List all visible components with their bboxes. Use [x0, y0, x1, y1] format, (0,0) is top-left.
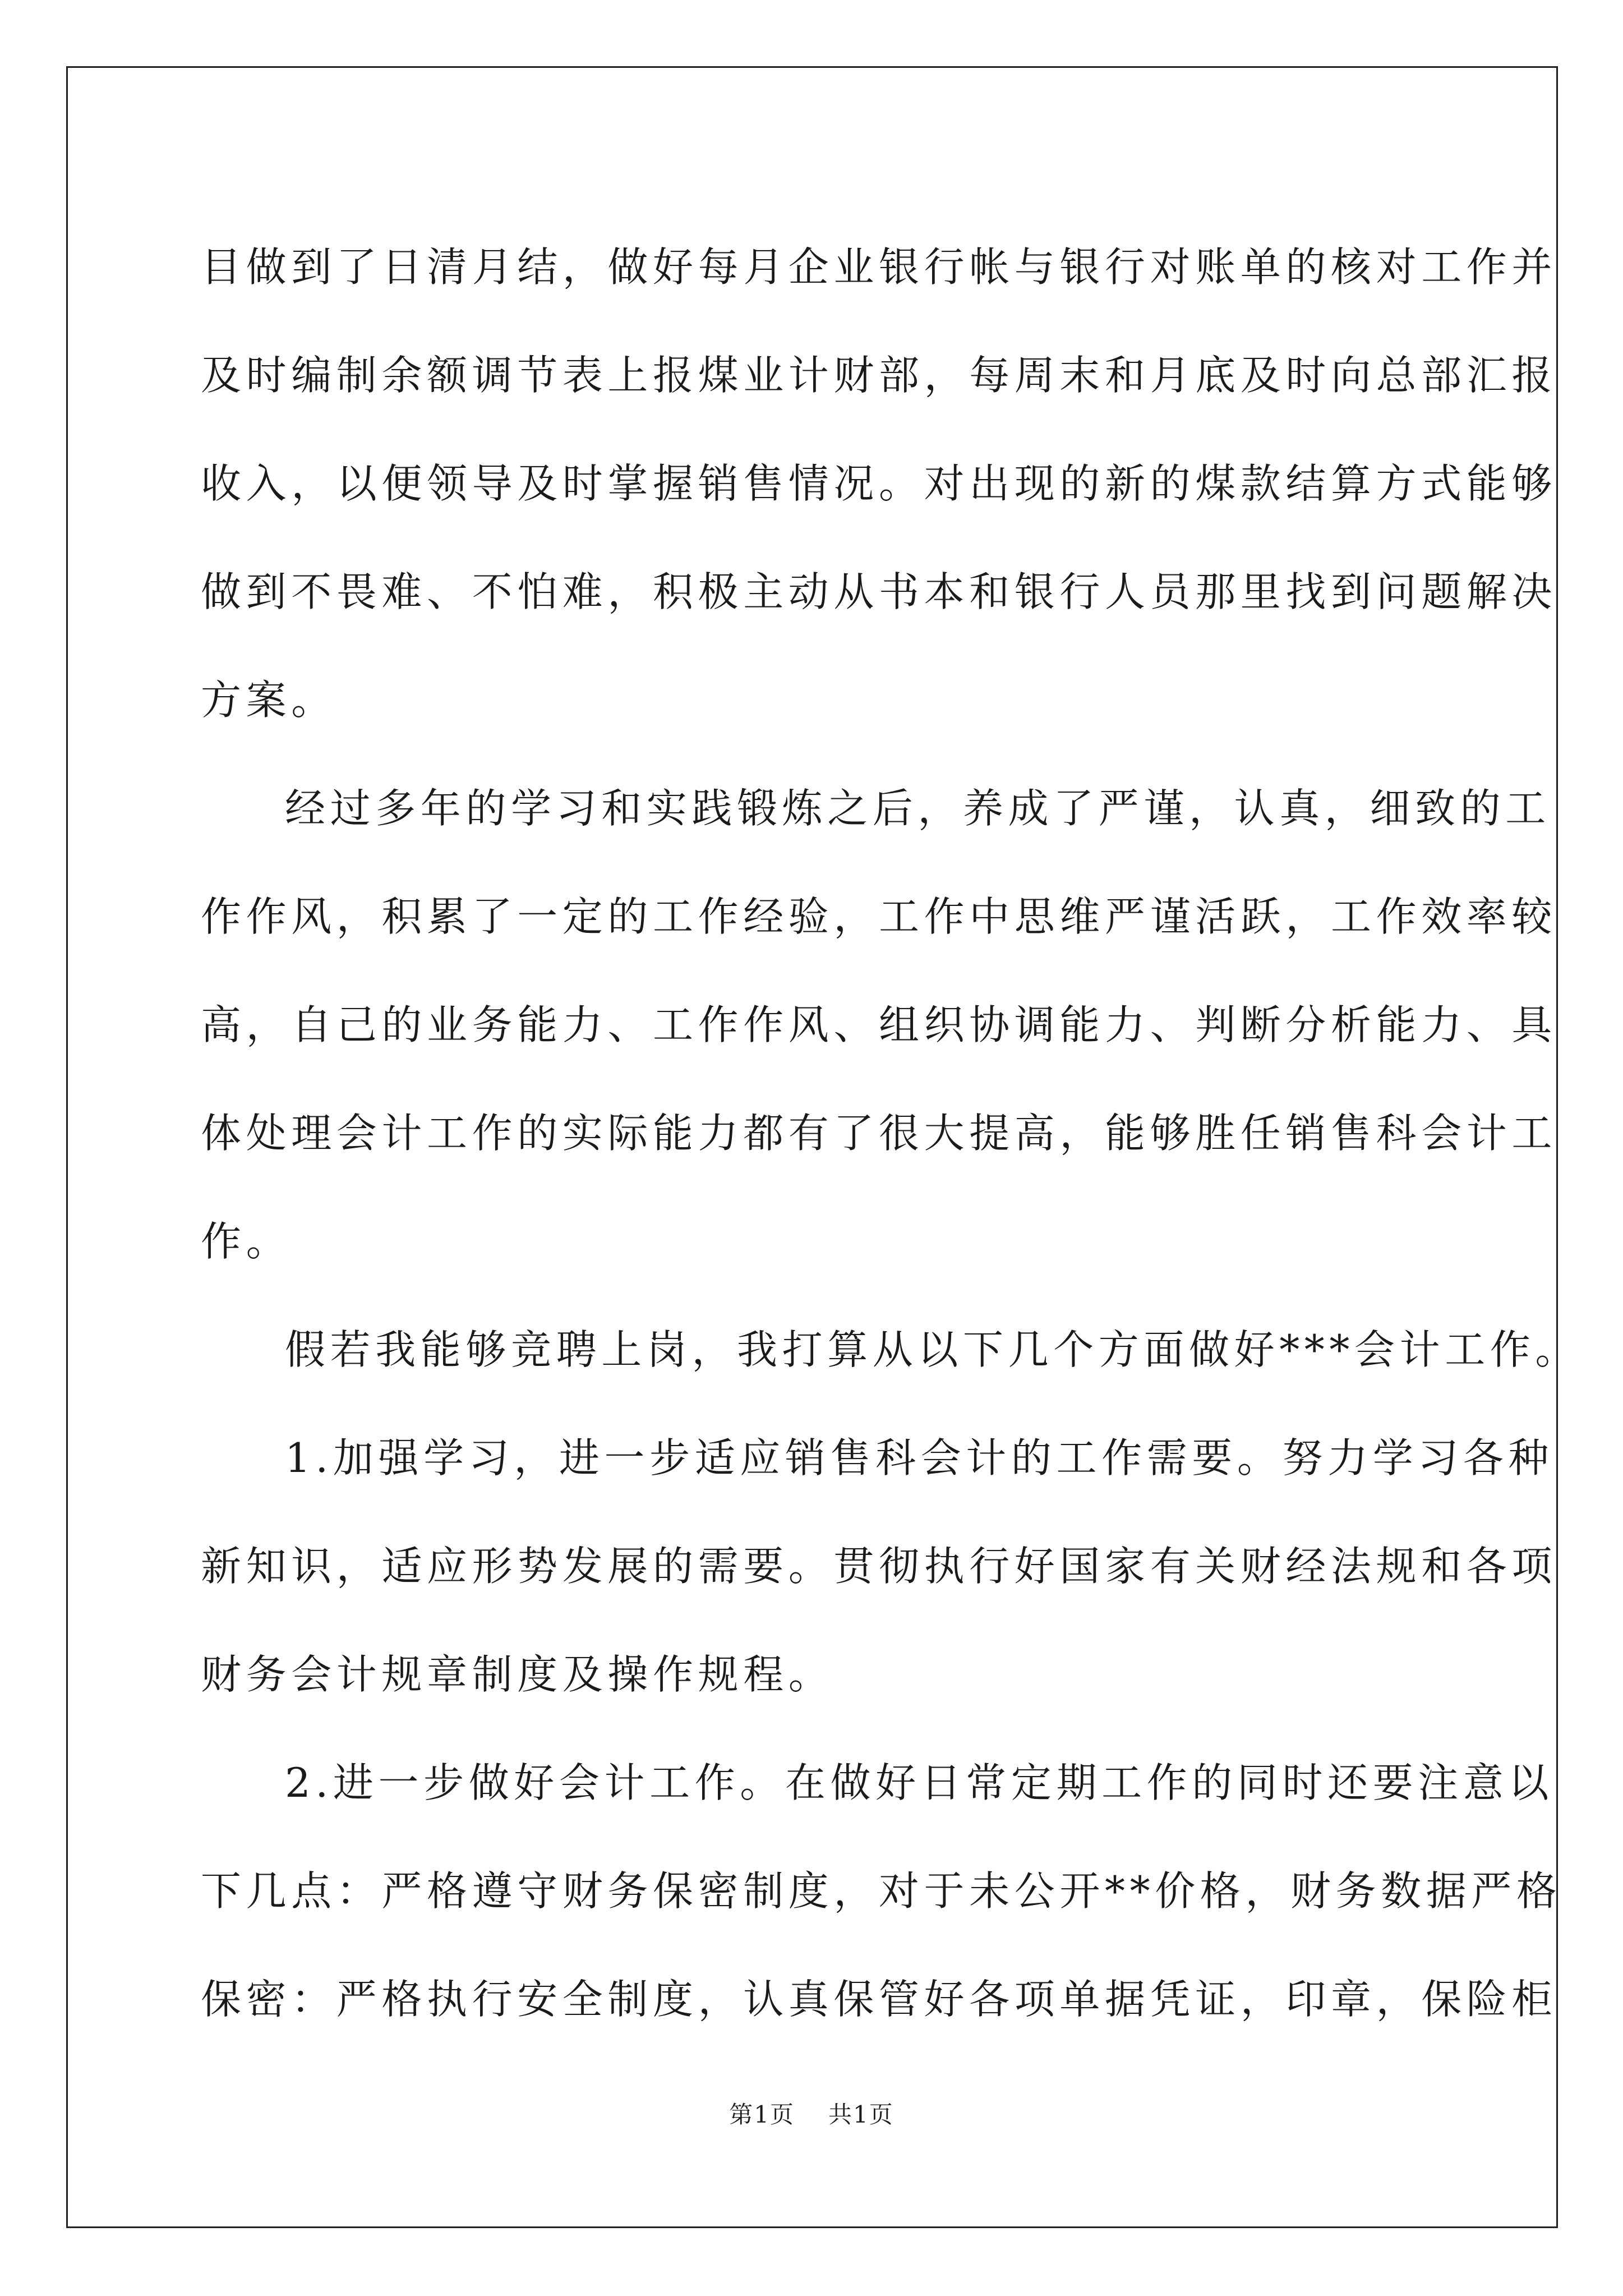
text-line: 收入，以便领导及时掌握销售情况。对出现的新的煤款结算方式能够	[201, 460, 1557, 507]
text-line: 作。	[201, 1218, 292, 1265]
text-line: 方案。	[201, 677, 336, 724]
text-line: 财务会计规章制度及操作规程。	[201, 1651, 834, 1698]
text-line: 高，自己的业务能力、工作作风、组织协调能力、判断分析能力、具	[201, 1001, 1557, 1048]
text-line: 新知识，适应形势发展的需要。贯彻执行好国家有关财经法规和各项	[201, 1543, 1557, 1590]
text-line: 下几点：严格遵守财务保密制度，对于未公开**价格，财务数据严格	[201, 1867, 1562, 1915]
page-footer	[0, 2101, 1623, 2129]
page-total: 共1页	[828, 2101, 894, 2128]
text-line: 做到不畏难、不怕难，积极主动从书本和银行人员那里找到问题解决	[201, 568, 1557, 615]
text-line: 及时编制余额调节表上报煤业计财部，每周末和月底及时向总部汇报	[201, 352, 1557, 399]
text-line: 假若我能够竞聘上岗，我打算从以下几个方面做好***会计工作。	[285, 1326, 1581, 1373]
text-line: 保密：严格执行安全制度，认真保管好各项单据凭证，印章，保险柜	[201, 1976, 1557, 2023]
text-line: 体处理会计工作的实际能力都有了很大提高，能够胜任销售科会计工	[201, 1110, 1557, 1157]
text-line: 目做到了日清月结，做好每月企业银行帐与银行对账单的核对工作并	[201, 243, 1557, 291]
text-line: 2.进一步做好会计工作。在做好日常定期工作的同时还要注意以	[285, 1759, 1554, 1806]
text-line: 1.加强学习，进一步适应销售科会计的工作需要。努力学习各种	[285, 1434, 1554, 1481]
page-number: 第1页	[729, 2101, 795, 2128]
text-line: 经过多年的学习和实践锻炼之后，养成了严谨，认真，细致的工	[285, 785, 1551, 832]
text-line: 作作风，积累了一定的工作经验，工作中思维严谨活跃，工作效率较	[201, 893, 1557, 940]
document-body	[201, 213, 1581, 2054]
